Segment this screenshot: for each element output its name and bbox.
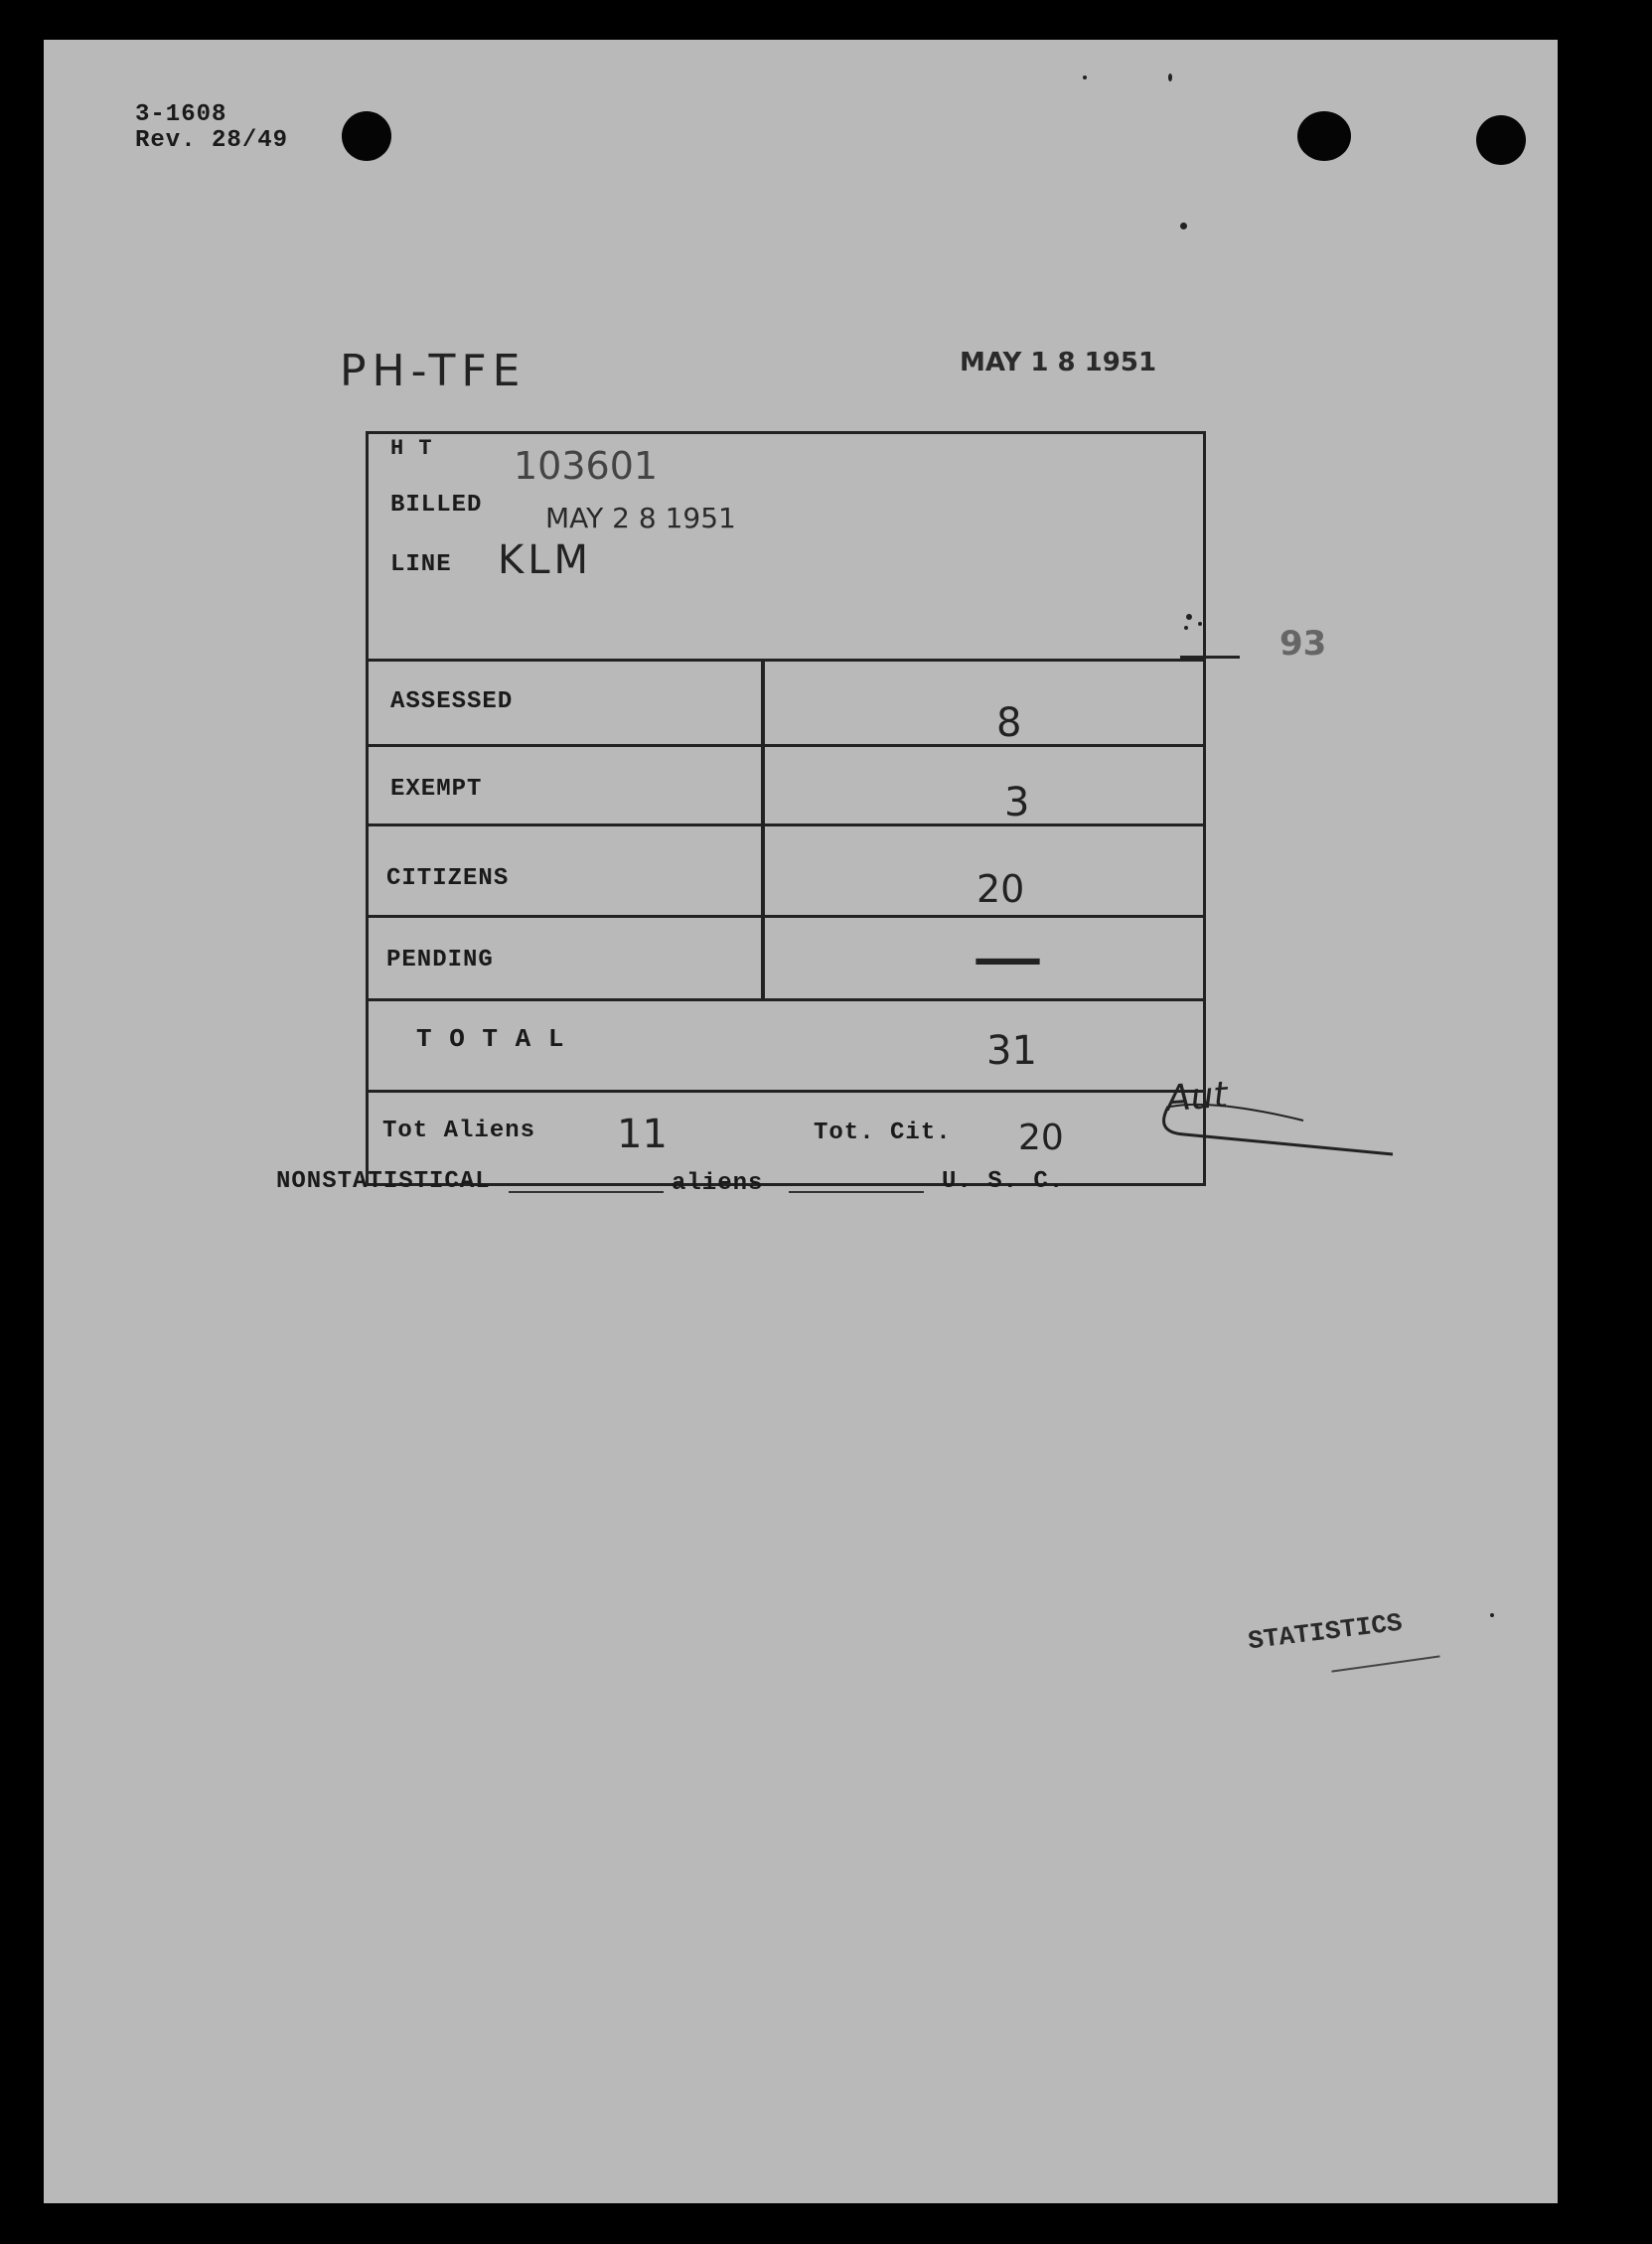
row-exempt-value: 3	[1004, 780, 1030, 825]
statistics-stamp: STATISTICS	[1246, 1607, 1405, 1657]
margin-tick	[1180, 656, 1240, 659]
document-page	[44, 40, 1558, 2203]
handwritten-code: PH-TFE	[340, 346, 526, 396]
punch-hole-right-1	[1297, 111, 1351, 161]
row-citizens-label: CITIZENS	[386, 865, 510, 892]
form-number: 3-1608	[135, 101, 227, 128]
received-date-stamp: MAY 1 8 1951	[960, 348, 1157, 377]
stamp-underline	[1331, 1655, 1439, 1672]
aliens-label: aliens	[672, 1170, 764, 1197]
row-pending-value: —	[972, 931, 1035, 986]
speck	[1168, 74, 1172, 81]
punch-hole-right-2	[1476, 115, 1526, 165]
speck	[1186, 614, 1192, 620]
ht-number: 103601	[514, 444, 659, 488]
nonstatistical-blank	[509, 1191, 664, 1193]
ht-label: H T	[390, 436, 433, 461]
speck	[1180, 223, 1187, 229]
row-pending-label: PENDING	[386, 947, 494, 973]
form-revision: Rev. 28/49	[135, 127, 289, 154]
row-assessed-label: ASSESSED	[390, 688, 514, 715]
speck	[1490, 1613, 1494, 1617]
speck	[1198, 622, 1202, 626]
aliens-blank	[789, 1191, 924, 1193]
tot-aliens-label: Tot Aliens	[382, 1118, 536, 1144]
tot-cit-label: Tot. Cit.	[814, 1120, 952, 1146]
margin-number: 93	[1279, 624, 1327, 664]
tally-form-box	[366, 431, 1206, 1186]
line-label: LINE	[390, 551, 452, 578]
billed-date-stamp: MAY 2 8 1951	[545, 502, 736, 534]
nonstatistical-label: NONSTATISTICAL	[276, 1168, 491, 1195]
signature-underline	[1154, 1073, 1403, 1162]
speck	[1184, 626, 1188, 630]
row-citizens-value: 20	[976, 867, 1025, 911]
total-value: 31	[986, 1028, 1037, 1074]
row-assessed-value: 8	[996, 700, 1022, 746]
line-value: KLM	[498, 537, 593, 583]
billed-label: BILLED	[390, 492, 483, 519]
usc-label: U. S. C.	[942, 1168, 1065, 1195]
row-exempt-label: EXEMPT	[390, 776, 483, 803]
total-label: T O T A L	[416, 1024, 565, 1054]
tot-cit-value: 20	[1018, 1118, 1064, 1158]
initials-signature: Aut	[1164, 1074, 1229, 1121]
tot-aliens-value: 11	[617, 1112, 668, 1157]
speck	[1083, 75, 1087, 79]
punch-hole-left	[342, 111, 391, 161]
